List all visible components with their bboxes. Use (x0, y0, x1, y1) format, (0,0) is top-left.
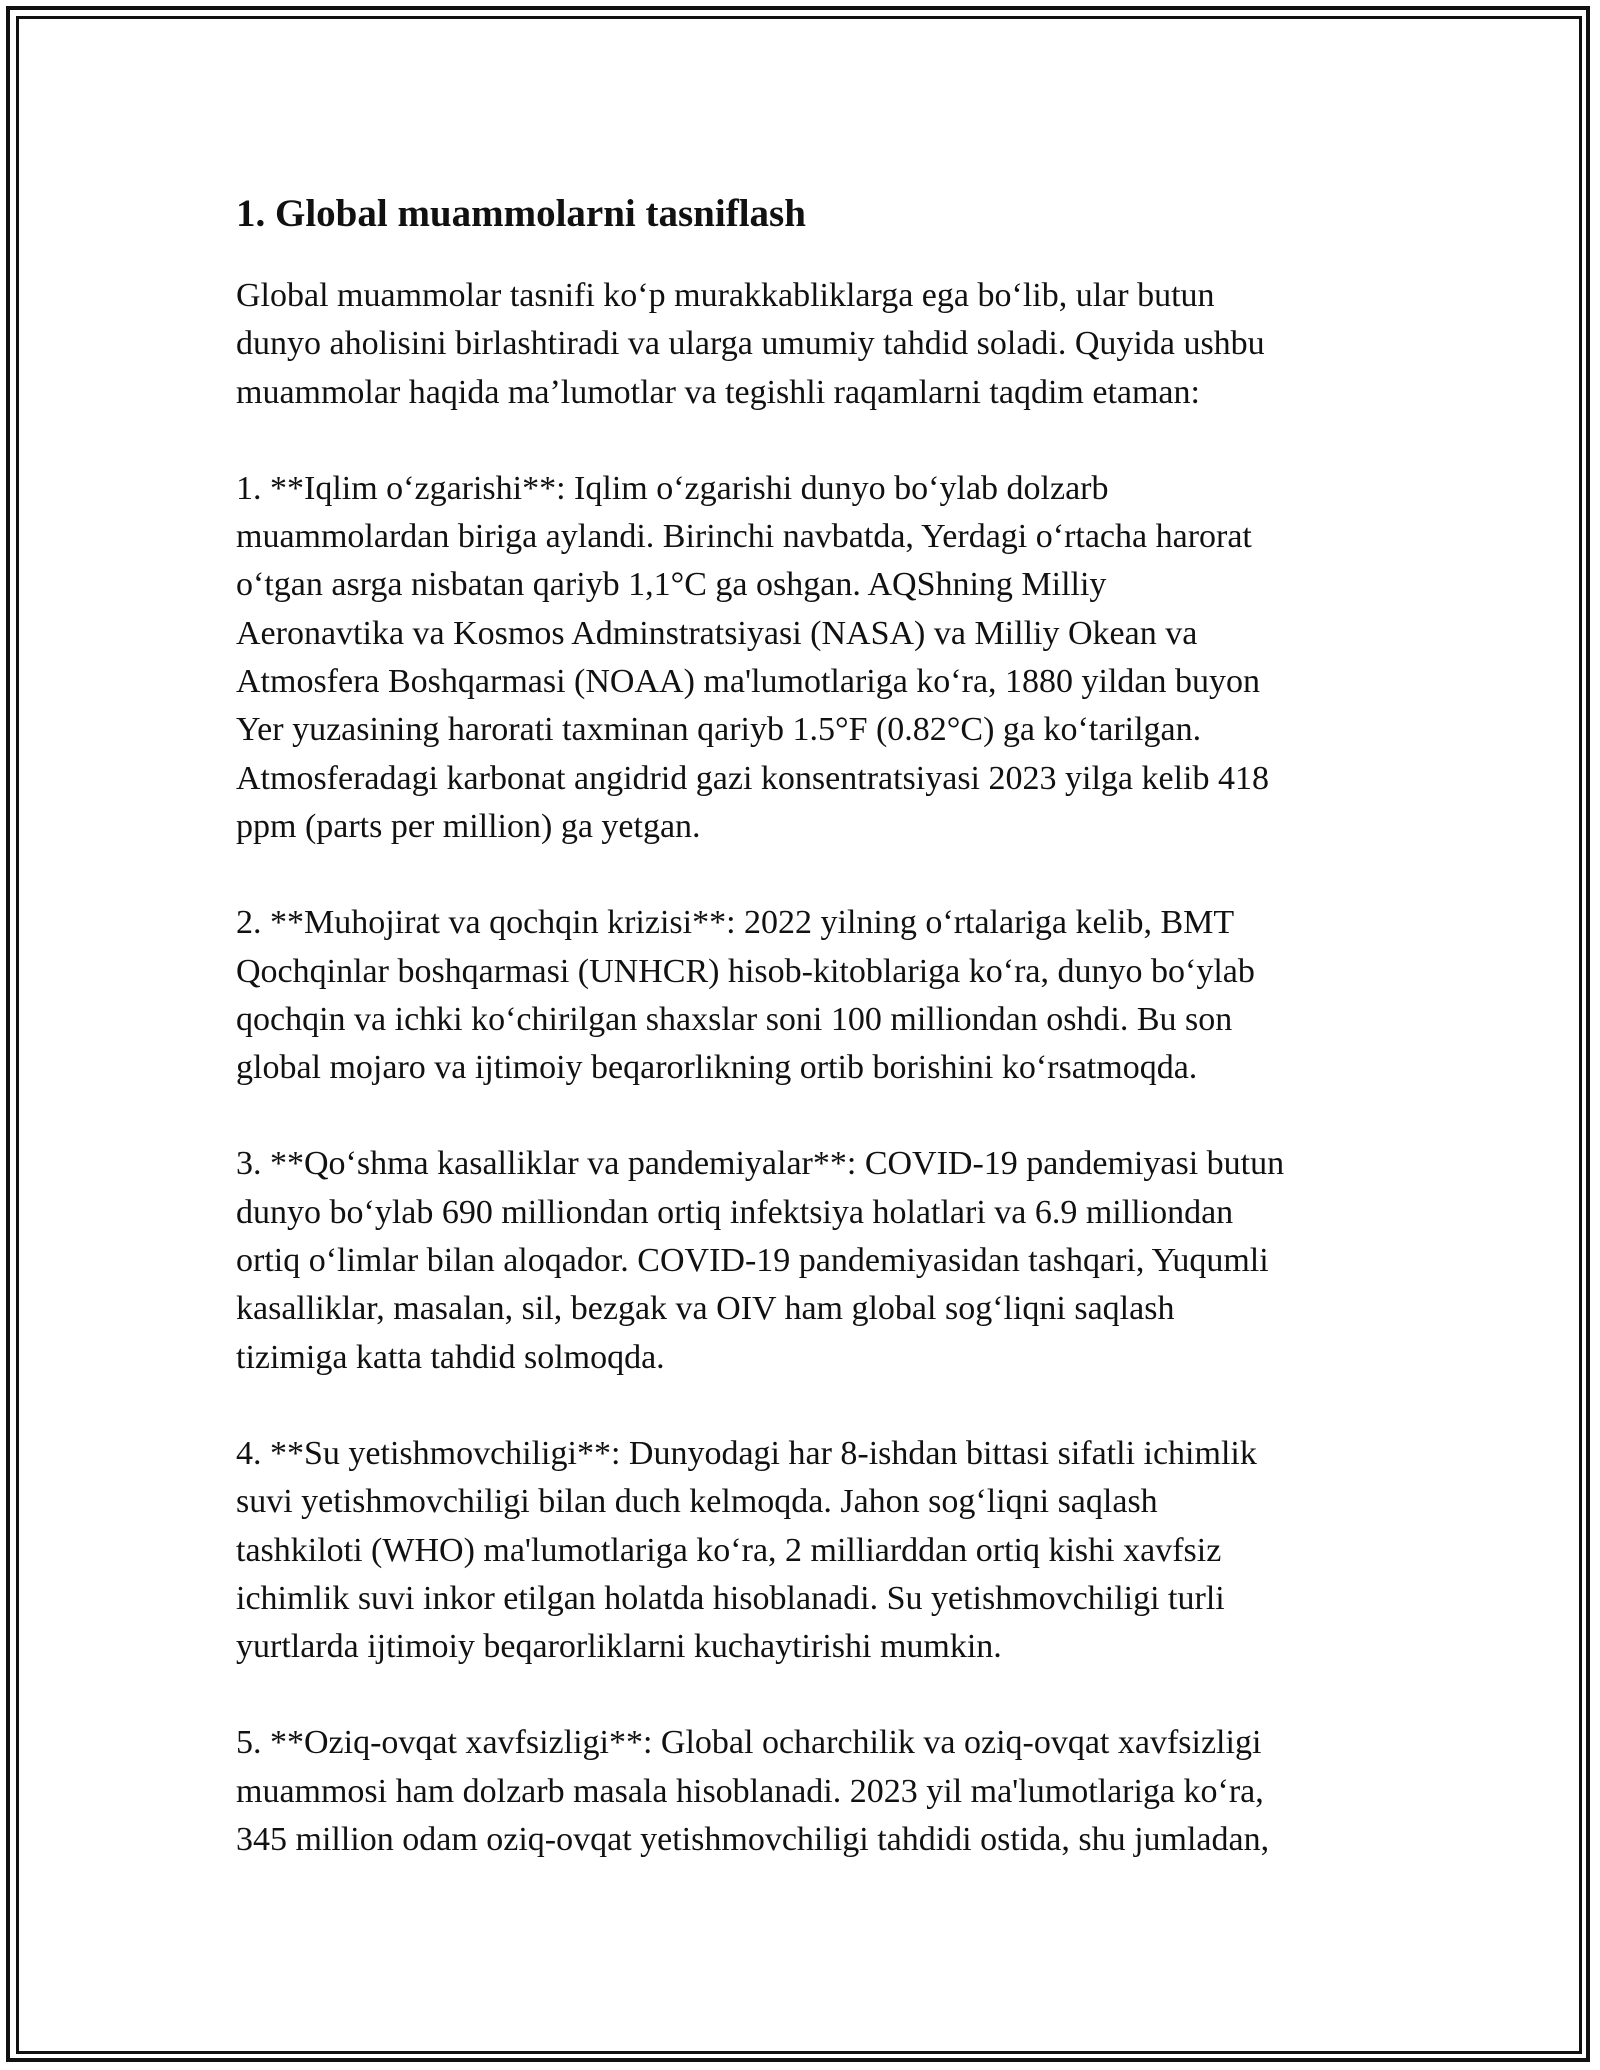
text-line: 345 million odam oziq-ovqat yetishmovchiligi tahdidi ostida, shu jumladan, (236, 1821, 1270, 1859)
text-line: 2. **Muhojirat va qochqin krizisi**: 2022 yilning oʻrtalariga kelib, BMT (236, 904, 1235, 942)
item-water-shortage (236, 1430, 1376, 1671)
item-food-security (236, 1719, 1376, 1864)
item-migration-crisis (236, 899, 1376, 1092)
text-line: ppm (parts per million) ga yetgan. (236, 807, 701, 845)
text-line: Qochqinlar boshqarmasi (UNHCR) hisob-kitoblariga koʻra, dunyo boʻylab (236, 952, 1255, 990)
text-line: Aeronavtika va Kosmos Adminstratsiyasi (NASA) va Milliy Okean va (236, 614, 1198, 652)
text-line: oʻtgan asrga nisbatan qariyb 1,1°C ga oshgan. AQShning Milliy (236, 566, 1107, 604)
text-line: yurtlarda ijtimoiy beqarorliklarni kuchaytirishi mumkin. (236, 1628, 1002, 1666)
text-line: dunyo boʻylab 690 milliondan ortiq infektsiya holatlari va 6.9 milliondan (236, 1193, 1234, 1231)
text-line: suvi yetishmovchiligi bilan duch kelmoqda. Jahon sogʻliqni saqlash (236, 1483, 1158, 1521)
text-line: 3. **Qoʻshma kasalliklar va pandemiyalar**: COVID-19 pandemiyasi butun (236, 1145, 1285, 1183)
text-line: dunyo aholisini birlashtiradi va ularga umumiy tahdid soladi. Quyida ushbu (236, 325, 1265, 363)
text-line: tashkiloti (WHO) ma'lumotlariga koʻra, 2 milliarddan ortiq kishi xavfsiz (236, 1531, 1222, 1569)
text-line: global mojaro va ijtimoiy beqarorlikning ortib borishini koʻrsatmoqda. (236, 1049, 1198, 1087)
text-line: qochqin va ichki koʻchirilgan shaxslar soni 100 milliondan oshdi. Bu son (236, 1000, 1233, 1038)
text-line: muammolardan biriga aylandi. Birinchi navbatda, Yerdagi oʻrtacha harorat (236, 518, 1252, 556)
text-line: 4. **Su yetishmovchiligi**: Dunyodagi har 8-ishdan bittasi sifatli ichimlik (236, 1434, 1257, 1472)
text-line: Yer yuzasining harorati taxminan qariyb 1.5°F (0.82°C) ga koʻtarilgan. (236, 711, 1202, 749)
text-line: Global muammolar tasnifi koʻp murakkabliklarga ega boʻlib, ular butun (236, 277, 1215, 314)
text-line: Atmosfera Boshqarmasi (NOAA) ma'lumotlariga koʻra, 1880 yildan buyon (236, 663, 1261, 701)
intro-paragraph (236, 272, 1376, 417)
text-line: muammolar haqida maʼlumotlar va tegishli raqamlarni taqdim etaman: (236, 373, 1200, 411)
text-line: 5. **Oziq-ovqat xavfsizligi**: Global ocharchilik va oziq-ovqat xavfsizligi (236, 1724, 1262, 1762)
item-climate-change (236, 465, 1376, 851)
text-line: muammosi ham dolzarb masala hisoblanadi. 2023 yil ma'lumotlariga koʻra, (236, 1772, 1264, 1810)
text-line: Atmosferadagi karbonat angidrid gazi konsentratsiyasi 2023 yilga kelib 418 (236, 759, 1269, 797)
item-diseases-pandemics (236, 1140, 1376, 1381)
text-line: ichimlik suvi inkor etilgan holatda hisoblanadi. Su yetishmovchiligi turli (236, 1579, 1225, 1617)
text-line: ortiq oʻlimlar bilan aloqador. COVID-19 pandemiyasidan tashqari, Yuqumli (236, 1242, 1269, 1280)
section-heading: 1. Global muammolarni tasniflash (236, 192, 806, 235)
text-line: 1. **Iqlim oʻzgarishi**: Iqlim oʻzgarishi dunyo boʻylab dolzarb (236, 469, 1109, 507)
text-line: tizimiga katta tahdid solmoqda. (236, 1338, 665, 1376)
text-line: kasalliklar, masalan, sil, bezgak va OIV ham global sogʻliqni saqlash (236, 1290, 1175, 1328)
document-body (236, 188, 1376, 1912)
